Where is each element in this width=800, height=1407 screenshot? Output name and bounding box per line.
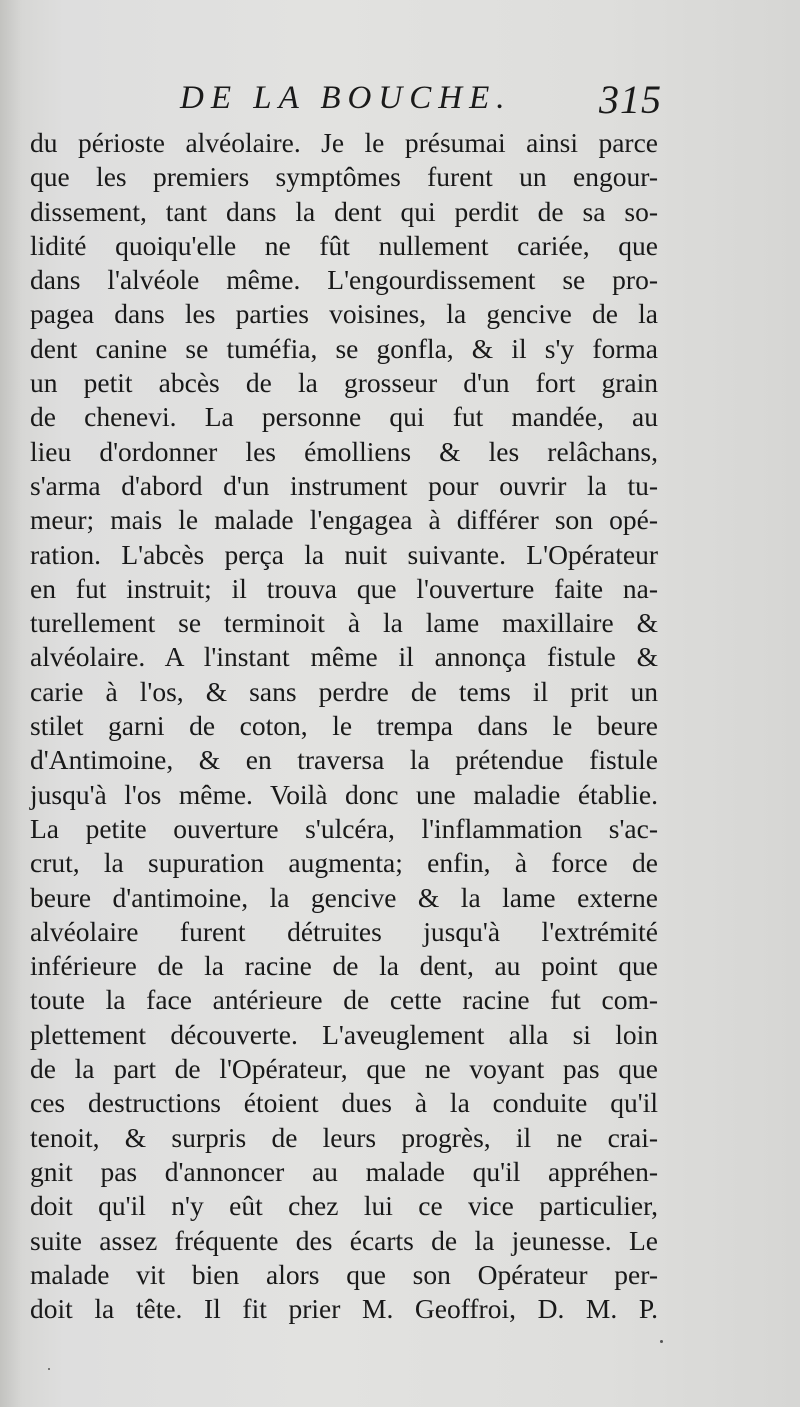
text-line: jusqu'à l'os même. Voilà donc une maladie établie.	[30, 778, 658, 810]
body-text	[30, 126, 658, 1326]
text-line: plettement découverte. L'aveuglement alla si loin	[30, 1018, 658, 1050]
text-line: de chenevi. La personne qui fut mandée, au	[30, 401, 658, 433]
text-line: un petit abcès de la grosseur d'un fort grain	[30, 367, 658, 399]
running-head-title: DE LA BOUCHE.	[180, 80, 512, 116]
text-line: inférieure de la racine de la dent, au point que	[30, 950, 658, 982]
text-line: stilet garni de coton, le trempa dans le beure	[30, 710, 658, 742]
text-line: alvéolaire furent détruites jusqu'à l'extrémité	[30, 915, 658, 947]
text-line: doit qu'il n'y eût chez lui ce vice particulier,	[30, 1190, 658, 1222]
text-line: crut, la supuration augmenta; enfin, à force de	[30, 847, 658, 879]
text-line: ration. L'abcès perça la nuit suivante. L'Opérateur	[30, 538, 658, 570]
page-number: 315	[599, 77, 662, 122]
text-line: du périoste alvéolaire. Je le présumai ainsi parce	[30, 127, 658, 158]
text-line: tenoit, & surpris de leurs progrès, il ne crai-	[30, 1121, 658, 1153]
text-line: beure d'antimoine, la gencive & la lame externe	[30, 881, 658, 913]
text-line: ces destructions étoient dues à la conduite qu'il	[30, 1087, 658, 1119]
text-line: lieu d'ordonner les émolliens & les relâchans,	[30, 435, 658, 467]
text-line: suite assez fréquente des écarts de la jeunesse. Le	[30, 1224, 658, 1256]
text-line: dissement, tant dans la dent qui perdit de sa so-	[30, 195, 658, 227]
text-line: que les premiers symptômes furent un engour-	[30, 161, 658, 193]
text-line: en fut instruit; il trouva que l'ouverture faite na-	[30, 572, 658, 604]
text-line: meur; mais le malade l'engagea à différer son opé-	[30, 504, 658, 536]
text-line: d'Antimoine, & en traversa la prétendue fistule	[30, 744, 658, 776]
text-line: lidité quoiqu'elle ne fût nullement cariée, que	[30, 229, 658, 261]
text-line: carie à l'os, & sans perdre de tems il prit un	[30, 675, 658, 707]
text-line: La petite ouverture s'ulcéra, l'inflammation s'ac-	[30, 812, 658, 844]
text-line: turellement se terminoit à la lame maxillaire &	[30, 607, 658, 639]
running-head	[180, 76, 662, 126]
text-line: pagea dans les parties voisines, la gencive de la	[30, 298, 658, 330]
text-line: dent canine se tuméfia, se gonfla, & il s'y forma	[30, 332, 658, 364]
text-line: doit la tête. Il fit prier M. Geoffroi, D. M. P.	[30, 1293, 658, 1325]
paper-speck	[660, 1340, 663, 1343]
text-line: alvéolaire. A l'instant même il annonça fistule &	[30, 641, 658, 673]
text-line: dans l'alvéole même. L'engourdissement se pro-	[30, 264, 658, 296]
text-line: malade vit bien alors que son Opérateur per-	[30, 1258, 658, 1290]
text-line: s'arma d'abord d'un instrument pour ouvrir la tu-	[30, 469, 658, 501]
text-line: toute la face antérieure de cette racine fut com-	[30, 984, 658, 1016]
paper-speck	[48, 1368, 50, 1370]
text-line: de la part de l'Opérateur, que ne voyant pas que	[30, 1053, 658, 1085]
text-line: gnit pas d'annoncer au malade qu'il appréhen-	[30, 1155, 658, 1187]
